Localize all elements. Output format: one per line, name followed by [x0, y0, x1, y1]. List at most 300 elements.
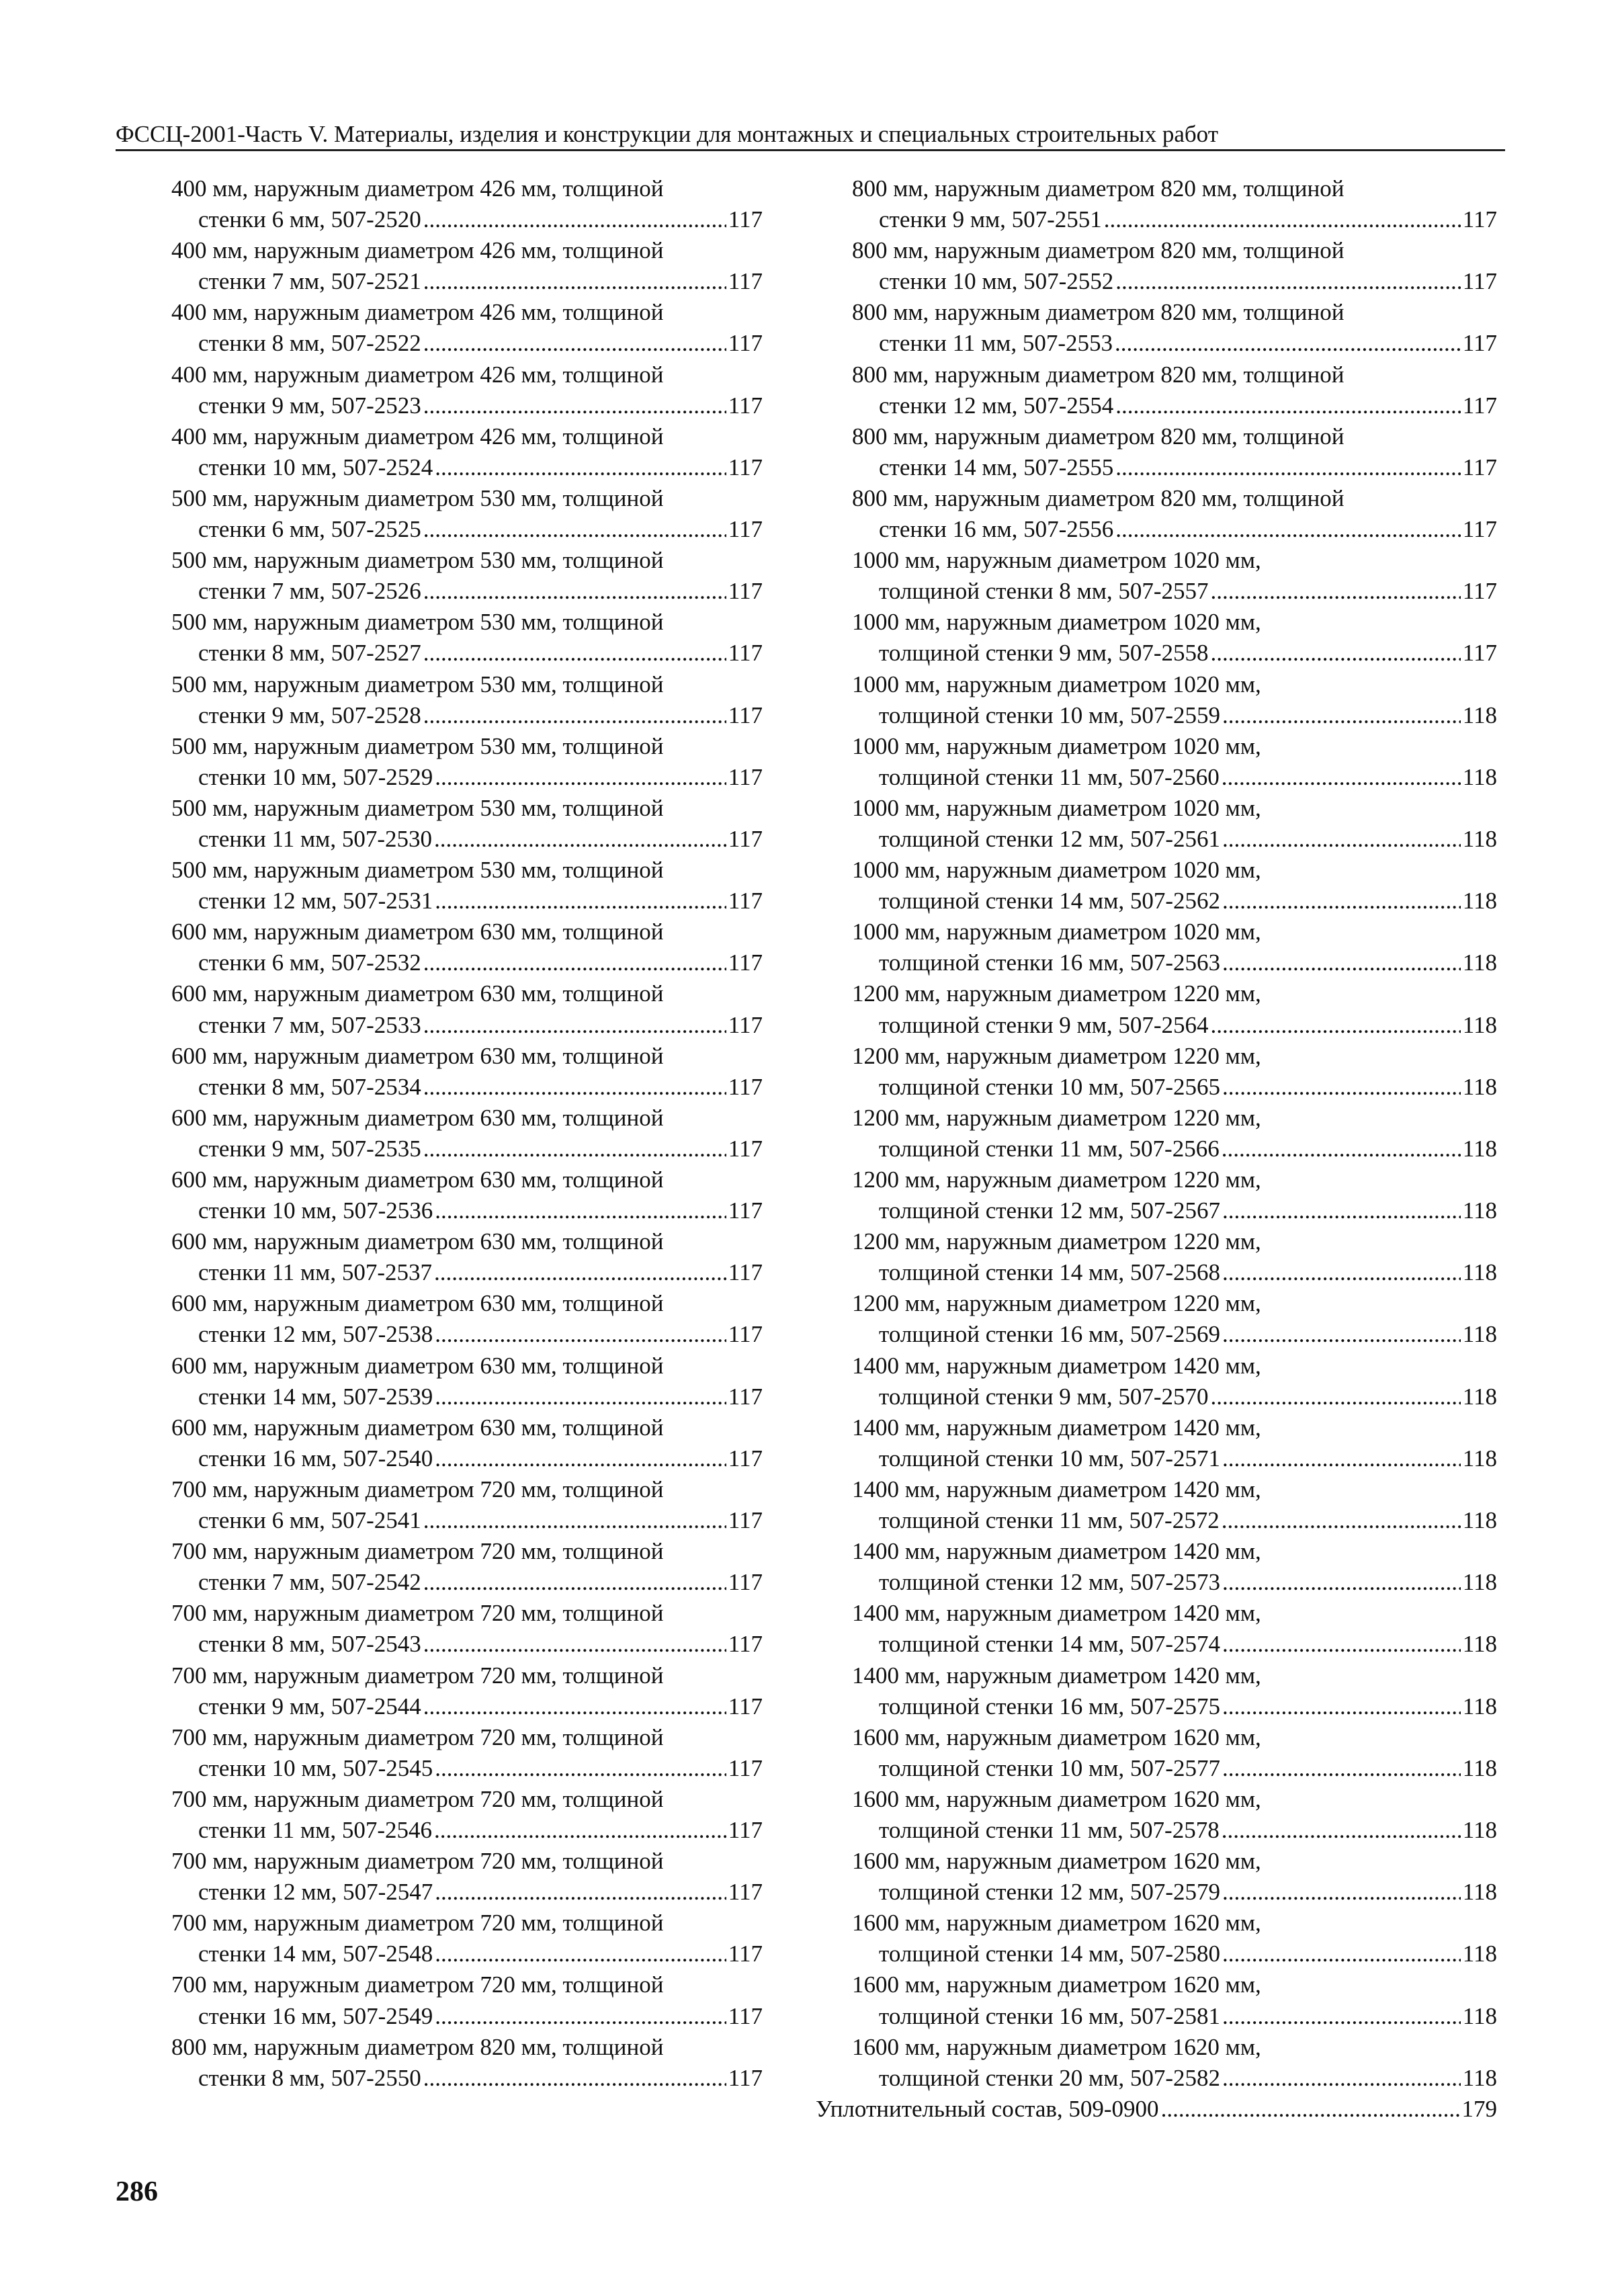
entry-second-line — [171, 576, 763, 607]
entry-second-line — [852, 1815, 1497, 1846]
entry-first-line: 1000 мм, наружным диаметром 1020 мм, — [852, 732, 1261, 759]
entry-page: 117 — [1462, 268, 1497, 295]
entry-first-line: 500 мм, наружным диаметром 530 мм, толщиной — [171, 609, 664, 636]
index-entry — [171, 793, 763, 855]
dot-leader — [435, 1939, 726, 1969]
entry-text: стенки 14 мм, 507-2555 — [879, 454, 1114, 480]
index-entry — [852, 297, 1497, 359]
dot-leader — [434, 1815, 726, 1846]
entry-page: 118 — [1462, 1569, 1497, 1596]
entry-first-line: 1200 мм, наружным диаметром 1220 мм, — [852, 980, 1261, 1007]
index-entry — [171, 1969, 763, 2031]
entry-page: 118 — [1462, 1816, 1497, 1843]
entry-page: 117 — [728, 1383, 763, 1410]
entry-first-line: 400 мм, наружным диаметром 426 мм, толщиной — [171, 361, 664, 388]
dot-leader — [423, 266, 726, 297]
entry-text: стенки 10 мм, 507-2545 — [198, 1754, 433, 1781]
index-entry — [852, 1722, 1497, 1784]
index-entry — [171, 1536, 763, 1598]
entry-page: 117 — [1462, 578, 1497, 605]
index-entry — [171, 669, 763, 731]
index-entry — [852, 607, 1497, 669]
entry-text: толщиной стенки 14 мм, 507-2568 — [879, 1259, 1221, 1286]
entry-text: толщиной стенки 14 мм, 507-2574 — [879, 1631, 1221, 1658]
entry-page: 118 — [1462, 1073, 1497, 1100]
entry-text: стенки 9 мм, 507-2528 — [198, 701, 421, 728]
entry-text: стенки 12 мм, 507-2547 — [198, 1879, 433, 1906]
entry-first-line: 1400 мм, наружным диаметром 1420 мм, — [852, 1414, 1261, 1441]
entry-text: стенки 10 мм, 507-2529 — [198, 763, 433, 790]
entry-first-line: 600 мм, наружным диаметром 630 мм, толщиной — [171, 1042, 664, 1069]
entry-page: 117 — [728, 1754, 763, 1781]
dot-leader — [1222, 947, 1461, 978]
entry-text: толщиной стенки 20 мм, 507-2582 — [879, 2064, 1221, 2091]
entry-first-line: 600 мм, наружным диаметром 630 мм, толщиной — [171, 1414, 664, 1441]
entry-first-line: 800 мм, наружным диаметром 820 мм, толщиной — [852, 299, 1345, 326]
dot-leader — [435, 1195, 726, 1226]
entry-second-line — [171, 514, 763, 545]
dot-leader — [423, 1134, 726, 1164]
entry-first-line: 400 мм, наружным диаметром 426 мм, толщиной — [171, 423, 664, 450]
dot-leader — [1222, 1877, 1461, 1908]
entry-first-line: 1200 мм, наружным диаметром 1220 мм, — [852, 1042, 1261, 1069]
entry-first-line: 400 мм, наружным диаметром 426 мм, толщиной — [171, 237, 664, 264]
entry-second-line — [852, 947, 1497, 978]
entry-text: толщиной стенки 16 мм, 507-2581 — [879, 2002, 1221, 2029]
entry-text: Уплотнительный состав, 509-0900 — [816, 2095, 1159, 2122]
entry-first-line: 400 мм, наружным диаметром 426 мм, толщиной — [171, 175, 664, 202]
entry-first-line: 600 мм, наружным диаметром 630 мм, толщиной — [171, 1166, 664, 1193]
index-entry — [852, 173, 1497, 235]
entry-text: стенки 14 мм, 507-2539 — [198, 1383, 433, 1410]
dot-leader — [435, 1443, 726, 1474]
entry-text: стенки 8 мм, 507-2550 — [198, 2064, 421, 2091]
index-entry — [852, 1598, 1497, 1660]
dot-leader — [1222, 1257, 1461, 1288]
entry-first-line: 1400 мм, наружным диаметром 1420 мм, — [852, 1538, 1261, 1565]
entry-page: 118 — [1462, 1941, 1497, 1967]
entry-text: толщиной стенки 10 мм, 507-2559 — [879, 701, 1221, 728]
entry-second-line — [852, 1072, 1497, 1103]
entry-second-line — [171, 1753, 763, 1784]
entry-second-line — [171, 2001, 763, 2032]
entry-page: 118 — [1462, 825, 1497, 852]
entry-second-line — [852, 762, 1497, 793]
dot-leader — [1211, 638, 1461, 669]
dot-leader — [1222, 1134, 1461, 1164]
entry-text: толщиной стенки 12 мм, 507-2579 — [879, 1879, 1221, 1906]
entry-page: 117 — [728, 1321, 763, 1348]
dot-leader — [423, 947, 726, 978]
entry-text: толщиной стенки 12 мм, 507-2573 — [879, 1569, 1221, 1596]
index-entry — [852, 978, 1497, 1040]
entry-page: 117 — [728, 330, 763, 357]
entry-first-line: 1000 мм, наружным диаметром 1020 мм, — [852, 547, 1261, 574]
dot-leader — [423, 1505, 726, 1536]
entry-page: 117 — [1462, 640, 1497, 667]
entry-text: стенки 10 мм, 507-2536 — [198, 1197, 433, 1224]
index-entry — [171, 1908, 763, 1969]
entry-first-line: 400 мм, наружным диаметром 426 мм, толщиной — [171, 299, 664, 326]
entry-second-line — [171, 638, 763, 669]
index-entry — [852, 235, 1497, 297]
entry-page: 117 — [728, 1569, 763, 1596]
entry-page: 179 — [1461, 2095, 1497, 2122]
entry-page: 118 — [1462, 701, 1497, 728]
entry-text: толщиной стенки 9 мм, 507-2564 — [879, 1011, 1209, 1038]
entry-second-line — [852, 514, 1497, 545]
entry-second-line — [171, 2063, 763, 2094]
dot-leader — [1222, 1443, 1461, 1474]
entry-text: толщиной стенки 11 мм, 507-2578 — [879, 1816, 1220, 1843]
dot-leader — [1222, 1629, 1461, 1660]
index-entry — [852, 669, 1497, 731]
entry-page: 118 — [1462, 1445, 1497, 1472]
dot-leader — [435, 1381, 726, 1412]
entry-second-line — [852, 1753, 1497, 1784]
entry-text: стенки 11 мм, 507-2530 — [198, 825, 432, 852]
index-entry — [852, 1474, 1497, 1536]
entry-page: 117 — [728, 1693, 763, 1719]
entry-first-line: 800 мм, наружным диаметром 820 мм, толщиной — [852, 175, 1345, 202]
index-entry — [852, 1536, 1497, 1598]
index-entry — [171, 1164, 763, 1226]
entry-text: толщиной стенки 10 мм, 507-2571 — [879, 1445, 1221, 1472]
dot-leader — [423, 1072, 726, 1103]
entry-text: толщиной стенки 11 мм, 507-2560 — [879, 763, 1220, 790]
entry-text: стенки 8 мм, 507-2527 — [198, 640, 421, 667]
entry-second-line — [171, 824, 763, 855]
entry-first-line: 700 мм, наружным диаметром 720 мм, толщиной — [171, 1662, 664, 1689]
entry-text: стенки 9 мм, 507-2523 — [198, 392, 421, 419]
dot-leader — [1222, 700, 1461, 731]
dot-leader — [1115, 266, 1461, 297]
entry-first-line: 1000 мм, наружным диаметром 1020 мм, — [852, 919, 1261, 945]
entry-second-line — [171, 1505, 763, 1536]
index-entry — [171, 855, 763, 917]
entry-page: 118 — [1462, 2064, 1497, 2091]
entry-page: 117 — [728, 1197, 763, 1224]
entry-first-line: 800 мм, наружным диаметром 820 мм, толщиной — [852, 484, 1345, 511]
entry-page: 118 — [1462, 1135, 1497, 1162]
entry-first-line: 1400 мм, наружным диаметром 1420 мм, — [852, 1600, 1261, 1627]
dot-leader — [435, 452, 726, 483]
entry-first-line: 1200 мм, наружным диаметром 1220 мм, — [852, 1104, 1261, 1131]
entry-second-line — [171, 390, 763, 421]
index-entry — [171, 917, 763, 978]
entry-second-line — [852, 638, 1497, 669]
dot-leader — [423, 1629, 726, 1660]
entry-text: стенки 9 мм, 507-2535 — [198, 1135, 421, 1162]
dot-leader — [1222, 1319, 1461, 1350]
dot-leader — [434, 1257, 726, 1288]
index-entry — [852, 1969, 1497, 2031]
entry-second-line — [171, 1815, 763, 1846]
entry-page: 118 — [1462, 1197, 1497, 1224]
entry-first-line: 1600 мм, наружным диаметром 1620 мм, — [852, 1971, 1261, 1998]
entry-second-line — [171, 1134, 763, 1164]
entry-first-line: 800 мм, наружным диаметром 820 мм, толщиной — [852, 423, 1345, 450]
dot-leader — [1222, 1567, 1461, 1598]
entry-page: 117 — [728, 701, 763, 728]
entry-first-line: 1600 мм, наружным диаметром 1620 мм, — [852, 1724, 1261, 1750]
entry-page: 117 — [728, 825, 763, 852]
entry-page: 117 — [728, 454, 763, 480]
index-entry — [171, 359, 763, 421]
entry-first-line: 700 мм, наружным диаметром 720 мм, толщиной — [171, 1785, 664, 1812]
entry-second-line — [852, 1195, 1497, 1226]
index-entry — [171, 1226, 763, 1288]
entry-first-line: 600 мм, наружным диаметром 630 мм, толщиной — [171, 980, 664, 1007]
entry-second-line — [852, 1567, 1497, 1598]
index-entry — [852, 1288, 1497, 1350]
entry-second-line — [852, 824, 1497, 855]
entry-text: стенки 11 мм, 507-2546 — [198, 1816, 432, 1843]
entry-page: 117 — [728, 888, 763, 915]
dot-leader — [1222, 824, 1461, 855]
entry-page: 118 — [1462, 1507, 1497, 1534]
index-entry — [852, 483, 1497, 545]
entry-second-line — [171, 1567, 763, 1598]
entry-text: стенки 8 мм, 507-2534 — [198, 1073, 421, 1100]
dot-leader — [1115, 390, 1461, 421]
entry-text: стенки 6 мм, 507-2520 — [198, 206, 421, 233]
index-column-right — [816, 173, 1497, 2125]
index-entry — [171, 1103, 763, 1164]
entry-page: 117 — [728, 1073, 763, 1100]
entry-first-line: 500 мм, наружным диаметром 530 мм, толщиной — [171, 484, 664, 511]
entry-page: 117 — [728, 1879, 763, 1906]
entry-second-line — [852, 2001, 1497, 2032]
entry-text: стенки 7 мм, 507-2542 — [198, 1569, 421, 1596]
entry-second-line — [171, 762, 763, 793]
entry-text: толщиной стенки 16 мм, 507-2563 — [879, 949, 1221, 976]
entry-first-line: 500 мм, наружным диаметром 530 мм, толщиной — [171, 857, 664, 884]
entry-page: 117 — [728, 2002, 763, 2029]
entry-second-line — [852, 1629, 1497, 1660]
entry-first-line: 800 мм, наружным диаметром 820 мм, толщиной — [852, 237, 1345, 264]
entry-first-line: 500 мм, наружным диаметром 530 мм, толщиной — [171, 732, 664, 759]
entry-second-line — [852, 1010, 1497, 1041]
index-entry — [852, 793, 1497, 855]
entry-page: 118 — [1462, 1879, 1497, 1906]
entry-second-line — [852, 1319, 1497, 1350]
index-entry — [852, 545, 1497, 607]
dot-leader — [1222, 1691, 1461, 1722]
dot-leader — [1222, 1195, 1461, 1226]
entry-text: стенки 7 мм, 507-2526 — [198, 578, 421, 605]
dot-leader — [1222, 1815, 1461, 1846]
dot-leader — [423, 638, 726, 669]
entry-text: толщиной стенки 10 мм, 507-2577 — [879, 1754, 1221, 1781]
dot-leader — [435, 1877, 726, 1908]
dot-leader — [1161, 2094, 1460, 2125]
entry-second-line — [852, 452, 1497, 483]
entry-text: толщиной стенки 9 мм, 507-2558 — [879, 640, 1209, 667]
dot-leader — [435, 2001, 726, 2032]
entry-text: толщиной стенки 16 мм, 507-2569 — [879, 1321, 1221, 1348]
dot-leader — [423, 390, 726, 421]
dot-leader — [1222, 2063, 1461, 2094]
index-entry — [852, 359, 1497, 421]
entry-second-line — [852, 2063, 1497, 2094]
dot-leader — [435, 1753, 726, 1784]
entry-page: 118 — [1462, 888, 1497, 915]
entry-page: 118 — [1462, 1693, 1497, 1719]
entry-text: стенки 16 мм, 507-2556 — [879, 516, 1114, 543]
dot-leader — [1222, 762, 1461, 793]
entry-page: 117 — [728, 1445, 763, 1472]
dot-leader — [1222, 1939, 1461, 1969]
index-entry — [852, 2032, 1497, 2094]
index-entry — [171, 421, 763, 483]
entry-first-line: 1000 мм, наружным диаметром 1020 мм, — [852, 671, 1261, 697]
index-entry — [171, 1288, 763, 1350]
entry-second-line — [171, 947, 763, 978]
entry-second-line — [852, 576, 1497, 607]
entry-text: стенки 9 мм, 507-2544 — [198, 1693, 421, 1719]
entry-second-line — [852, 1505, 1497, 1536]
index-entry — [171, 545, 763, 607]
entry-page: 117 — [728, 392, 763, 419]
entry-second-line — [171, 1381, 763, 1412]
entry-first-line: 700 мм, наружным диаметром 720 мм, толщиной — [171, 1724, 664, 1750]
dot-leader — [423, 1010, 726, 1041]
entry-first-line: 1600 мм, наружным диаметром 1620 мм, — [852, 2033, 1261, 2060]
entry-page: 118 — [1462, 1754, 1497, 1781]
entry-text: толщиной стенки 11 мм, 507-2566 — [879, 1135, 1220, 1162]
entry-page: 117 — [728, 640, 763, 667]
entry-second-line — [171, 1691, 763, 1722]
index-entry — [171, 1598, 763, 1660]
entry-first-line: 700 мм, наружным диаметром 720 мм, толщиной — [171, 1600, 664, 1627]
entry-first-line: 1200 мм, наружным диаметром 1220 мм, — [852, 1166, 1261, 1193]
entry-page: 117 — [1462, 206, 1497, 233]
running-header: ФССЦ-2001-Часть V. Материалы, изделия и конструкции для монтажных и специальных строительных работ — [116, 121, 1219, 147]
entry-page: 117 — [728, 949, 763, 976]
entry-text: стенки 16 мм, 507-2540 — [198, 1445, 433, 1472]
index-entry — [171, 235, 763, 297]
entry-text: стенки 7 мм, 507-2521 — [198, 268, 421, 295]
dot-leader — [1222, 1072, 1461, 1103]
entry-first-line: 500 мм, наружным диаметром 530 мм, толщиной — [171, 794, 664, 821]
entry-page: 118 — [1462, 1321, 1497, 1348]
entry-second-line — [852, 1877, 1497, 1908]
index-entry — [171, 607, 763, 669]
index-entry — [852, 1784, 1497, 1846]
index-entry — [852, 1660, 1497, 1722]
entry-text: стенки 12 мм, 507-2554 — [879, 392, 1114, 419]
entry-text: толщиной стенки 12 мм, 507-2567 — [879, 1197, 1221, 1224]
index-entry — [171, 1412, 763, 1474]
entry-text: толщиной стенки 11 мм, 507-2572 — [879, 1507, 1220, 1534]
entry-first-line: 1400 мм, наружным диаметром 1420 мм, — [852, 1352, 1261, 1379]
entry-first-line: 700 мм, наружным диаметром 720 мм, толщиной — [171, 1476, 664, 1502]
entry-page: 118 — [1462, 1631, 1497, 1658]
index-entry — [171, 1784, 763, 1846]
index-entry — [171, 1041, 763, 1103]
index-entry — [852, 1908, 1497, 1969]
entry-page: 117 — [728, 1816, 763, 1843]
entry-second-line — [852, 700, 1497, 731]
entry-text: стенки 8 мм, 507-2522 — [198, 330, 421, 357]
entry-second-line — [171, 700, 763, 731]
entry-page: 117 — [1462, 330, 1497, 357]
entry-second-line — [171, 1072, 763, 1103]
entry-second-line — [171, 1877, 763, 1908]
entry-text: толщиной стенки 12 мм, 507-2561 — [879, 825, 1221, 852]
index-entry — [171, 1846, 763, 1908]
entry-first-line: 1600 мм, наружным диаметром 1620 мм, — [852, 1848, 1261, 1875]
dot-leader — [1211, 1381, 1461, 1412]
entry-first-line: 1400 мм, наружным диаметром 1420 мм, — [852, 1662, 1261, 1689]
entry-second-line — [852, 1691, 1497, 1722]
entry-text: толщиной стенки 9 мм, 507-2570 — [879, 1383, 1209, 1410]
entry-first-line: 700 мм, наружным диаметром 720 мм, толщиной — [171, 1538, 664, 1565]
dot-leader — [423, 1691, 726, 1722]
index-entry — [852, 1041, 1497, 1103]
entry-page: 117 — [728, 1011, 763, 1038]
entry-first-line: 500 мм, наружным диаметром 530 мм, толщиной — [171, 671, 664, 697]
entry-first-line: 800 мм, наружным диаметром 820 мм, толщиной — [171, 2033, 664, 2060]
index-entry — [852, 1164, 1497, 1226]
entry-text: стенки 16 мм, 507-2549 — [198, 2002, 433, 2029]
entry-second-line — [852, 1381, 1497, 1412]
entry-first-line: 600 мм, наружным диаметром 630 мм, толщиной — [171, 1290, 664, 1317]
entry-first-line: 600 мм, наружным диаметром 630 мм, толщиной — [171, 1228, 664, 1255]
entry-second-line — [852, 390, 1497, 421]
entry-first-line: 700 мм, наружным диаметром 720 мм, толщиной — [171, 1910, 664, 1937]
entry-text: стенки 12 мм, 507-2531 — [198, 888, 433, 915]
index-entry — [171, 1660, 763, 1722]
entry-first-line: 1600 мм, наружным диаметром 1620 мм, — [852, 1785, 1261, 1812]
entry-text: стенки 6 мм, 507-2532 — [198, 949, 421, 976]
entry-page: 117 — [728, 1941, 763, 1967]
entry-page: 118 — [1462, 1259, 1497, 1286]
entry-text: стенки 10 мм, 507-2552 — [879, 268, 1114, 295]
index-entry — [852, 1226, 1497, 1288]
dot-leader — [435, 1319, 726, 1350]
dot-leader — [434, 824, 726, 855]
index-entry — [171, 1474, 763, 1536]
entry-page: 118 — [1462, 763, 1497, 790]
index-entry — [852, 855, 1497, 917]
entry-second-line — [852, 204, 1497, 235]
entry-first-line: 1400 мм, наружным диаметром 1420 мм, — [852, 1476, 1261, 1502]
entry-text: толщиной стенки 10 мм, 507-2565 — [879, 1073, 1221, 1100]
entry-page: 117 — [728, 578, 763, 605]
entry-second-line — [171, 1629, 763, 1660]
entry-page: 117 — [728, 1631, 763, 1658]
entry-second-line — [852, 1939, 1497, 1969]
entry-page: 117 — [728, 268, 763, 295]
entry-first-line: 1200 мм, наружным диаметром 1220 мм, — [852, 1290, 1261, 1317]
entry-second-line — [171, 886, 763, 917]
entry-second-line — [171, 204, 763, 235]
dot-leader — [1222, 2001, 1461, 2032]
dot-leader — [423, 2063, 726, 2094]
entry-second-line — [171, 328, 763, 359]
dot-leader — [423, 576, 726, 607]
entry-second-line — [852, 266, 1497, 297]
entry-text: стенки 12 мм, 507-2538 — [198, 1321, 433, 1348]
entry-first-line: 600 мм, наружным диаметром 630 мм, толщиной — [171, 919, 664, 945]
entry-text: стенки 6 мм, 507-2541 — [198, 1507, 421, 1534]
entry-first-line: 1000 мм, наружным диаметром 1020 мм, — [852, 857, 1261, 884]
dot-leader — [423, 328, 726, 359]
dot-leader — [1104, 204, 1461, 235]
entry-page: 117 — [728, 763, 763, 790]
